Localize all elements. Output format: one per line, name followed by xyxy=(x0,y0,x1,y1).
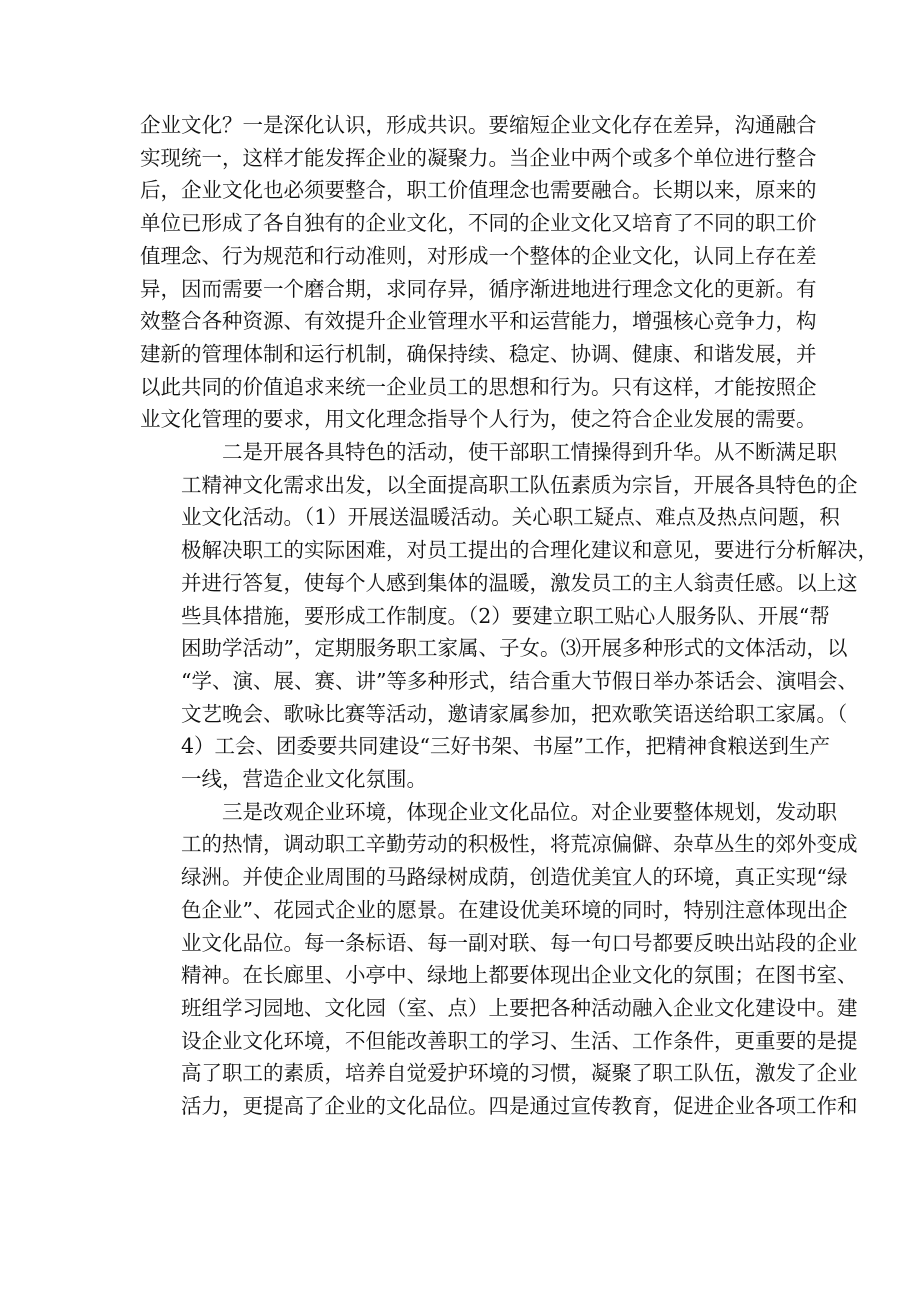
paragraph-line: 值理念、行为规范和行动准则，对形成一个整体的企业文化，认同上存在差 xyxy=(140,243,817,268)
paragraph-line: 4）工会、团委要共同建设“三好书架、书屋”工作，把精神食粮送到生产 xyxy=(181,734,831,759)
paragraph-line: 设企业文化环境，不但能改善职工的学习、生活、工作条件，更重要的是提 xyxy=(181,1028,858,1053)
paragraph-line: 困助学活动”，定期服务职工家属、子女。⑶开展多种形式的文体活动，以 xyxy=(181,636,848,661)
paragraph-line: 单位已形成了各自独有的企业文化，不同的企业文化又培育了不同的职工价 xyxy=(140,211,817,236)
paragraph-line: 效整合各种资源、有效提升企业管理水平和运营能力，增强核心竞争力，构 xyxy=(140,309,817,334)
paragraph-line: 后，企业文化也必须要整合，职工价值理念也需要融合。长期以来，原来的 xyxy=(140,178,817,203)
paragraph-line: 异，因而需要一个磨合期，求同存异，循序渐进地进行理念文化的更新。有 xyxy=(140,276,817,301)
paragraph-line: 以此共同的价值追求来统一企业员工的思想和行为。只有这样，才能按照企 xyxy=(140,374,817,399)
paragraph xyxy=(140,436,878,796)
paragraph-line: 工精神文化需求出发，以全面提高职工队伍素质为宗旨，开展各具特色的企 xyxy=(181,472,858,497)
paragraph-line: 极解决职工的实际困难，对员工提出的合理化建议和意见，要进行分析解决， xyxy=(181,538,878,563)
paragraph-line: 高了职工的素质，培养自觉爱护环境的习惯，凝聚了职工队伍，激发了企业 xyxy=(181,1061,858,1086)
document-body xyxy=(140,109,878,1123)
paragraph-line: 些具体措施，要形成工作制度。（2）要建立职工贴心人服务队、开展“帮 xyxy=(181,603,830,628)
paragraph-line: 业文化活动。（1）开展送温暖活动。关心职工疑点、难点及热点问题，积 xyxy=(181,505,840,530)
paragraph-line: 并进行答复，使每个人感到集体的温暖，激发员工的主人翁责任感。以上这 xyxy=(181,570,858,595)
paragraph xyxy=(140,109,817,436)
paragraph-line: 业文化品位。每一条标语、每一副对联、每一句口号都要反映出站段的企业 xyxy=(181,930,858,955)
paragraph-line: 工的热情，调动职工辛勤劳动的积极性，将荒凉偏僻、杂草丛生的郊外变成 xyxy=(181,832,858,857)
paragraph-line: 绿洲。并使企业周围的马路绿树成荫，创造优美宜人的环境，真正实现“绿 xyxy=(181,865,848,890)
paragraph-line: 企业文化？一是深化认识，形成共识。要缩短企业文化存在差异，沟通融合 xyxy=(140,113,817,137)
paragraph-line: 二是开展各具特色的活动，使干部职工情操得到升华。从不断满足职 xyxy=(222,440,837,465)
paragraph-line: 班组学习园地、文化园（室、点）上要把各种活动融入企业文化建设中。建 xyxy=(181,995,858,1020)
paragraph xyxy=(140,796,858,1123)
paragraph-line: 业文化管理的要求，用文化理念指导个人行为，使之符合企业发展的需要。 xyxy=(140,407,817,432)
paragraph-line: 文艺晚会、歌咏比赛等活动，邀请家属参加，把欢歌笑语送给职工家属。（ xyxy=(181,701,848,726)
paragraph-line: 活力，更提高了企业的文化品位。四是通过宣传教育，促进企业各项工作和 xyxy=(181,1094,858,1119)
paragraph-line: 精神。在长廊里、小亭中、绿地上都要体现出企业文化的氛围；在图书室、 xyxy=(181,963,858,988)
paragraph-line: 建新的管理体制和运行机制，确保持续、稳定、协调、健康、和谐发展，并 xyxy=(140,341,817,366)
paragraph-line: “学、演、展、赛、讲”等多种形式，结合重大节假日举办茶话会、演唱会、 xyxy=(181,668,858,693)
paragraph-line: 三是改观企业环境，体现企业文化品位。对企业要整体规划，发动职 xyxy=(222,799,837,824)
paragraph-line: 实现统一，这样才能发挥企业的凝聚力。当企业中两个或多个单位进行整合 xyxy=(140,145,817,170)
paragraph-line: 色企业”、花园式企业的愿景。在建设优美环境的同时，特别注意体现出企 xyxy=(181,897,848,922)
paragraph-line: 一线，营造企业文化氛围。 xyxy=(181,767,427,792)
